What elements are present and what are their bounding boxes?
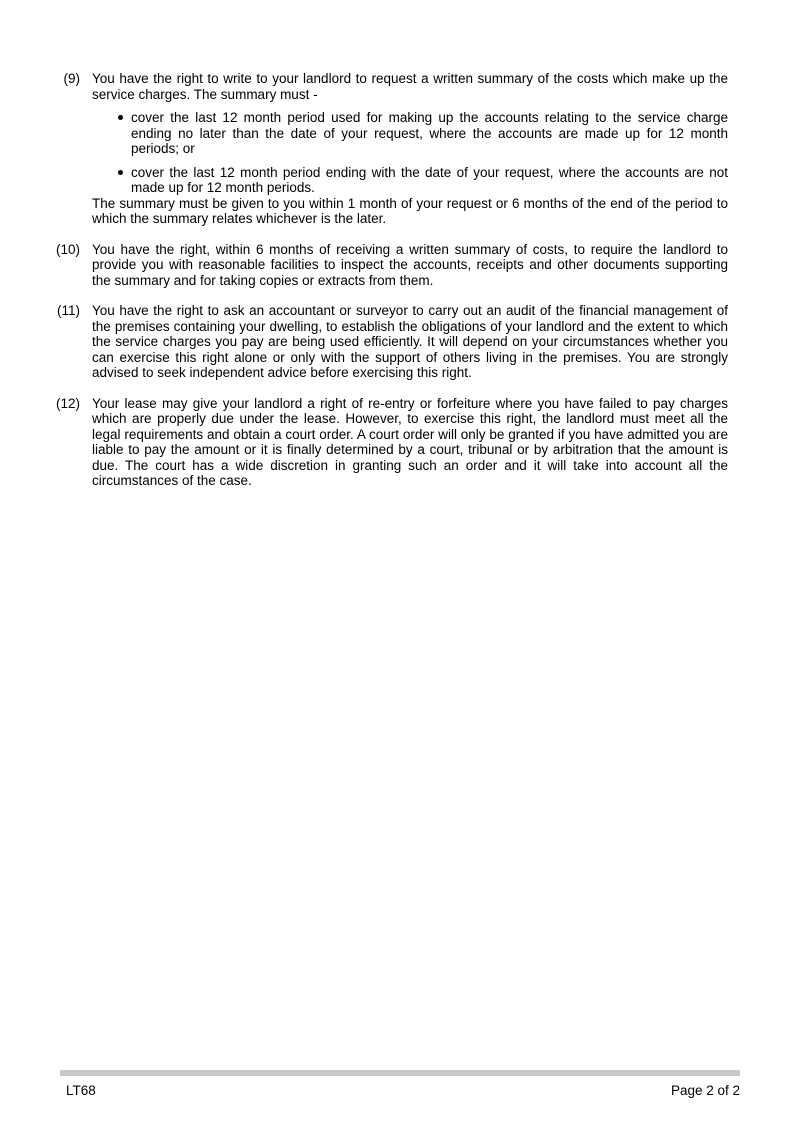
bullet-icon — [118, 170, 123, 175]
paragraph-text: You have the right to write to your landlord to request a written summary of the costs which make up the service charges. The summary must - — [92, 71, 728, 102]
item-number: (11) — [56, 303, 80, 318]
footer-divider — [60, 1070, 740, 1076]
paragraph-text: You have the right, within 6 months of receiving a written summary of costs, to require the landlord to provide you with reasonable facilities to inspect the accounts, receipts and other documents supporting the summary and for taking copies or extracts from them. — [92, 241, 728, 288]
paragraph-text: The summary must be given to you within 1 month of your request or 6 months of the end of the period to which the summary relates whichever is the later. — [92, 195, 728, 226]
item-body — [92, 242, 728, 289]
list-item-9 — [50, 71, 728, 227]
item-body — [92, 71, 728, 227]
form-code: LT68 — [66, 1083, 96, 1098]
bullet-item — [118, 110, 728, 157]
paragraph-text: Your lease may give your landlord a right of re-entry or forfeiture where you have failed to pay charges which are properly due under the lease. However, to exercise this right, the landlord must meet all the legal requirements and obtain a court order. A court order will only be granted if you have admitted you are liable to pay the amount or it is finally determined by a court, tribunal or by arbitration that the amount is due. The court has a wide discretion in granting such an order and it will take into account all the circumstances of the case. — [92, 395, 728, 488]
item-body — [92, 396, 728, 489]
list-item-12 — [50, 396, 728, 489]
document-content — [0, 0, 800, 489]
item-body — [92, 303, 728, 381]
bullet-item — [118, 165, 728, 196]
bullet-icon — [118, 115, 123, 120]
item-number: (9) — [63, 71, 80, 86]
list-item-10 — [50, 242, 728, 289]
paragraph-text: You have the right to ask an accountant or surveyor to carry out an audit of the financial management of the premises containing your dwelling, to establish the obligations of your landlord and the extent to which the service charges you pay are being used efficiently. It will depend on your circumstances whether you can exercise this right alone or only with the support of others living in the premises. You are strongly advised to seek independent advice before exercising this right. — [92, 303, 728, 380]
item-number: (12) — [55, 395, 80, 411]
page-footer — [60, 1070, 740, 1099]
item-number: (10) — [55, 241, 80, 257]
bullet-text: cover the last 12 month period used for making up the accounts relating to the service charge ending no later than the date of your request, where the accounts are made up for 12 month periods; or — [131, 110, 728, 156]
page-number: Page 2 of 2 — [670, 1083, 740, 1098]
bullet-text: cover the last 12 month period ending with the date of your request, where the accounts are not made up for 12 month periods. — [131, 164, 728, 195]
footer-row — [60, 1083, 740, 1099]
list-item-11 — [50, 303, 728, 381]
